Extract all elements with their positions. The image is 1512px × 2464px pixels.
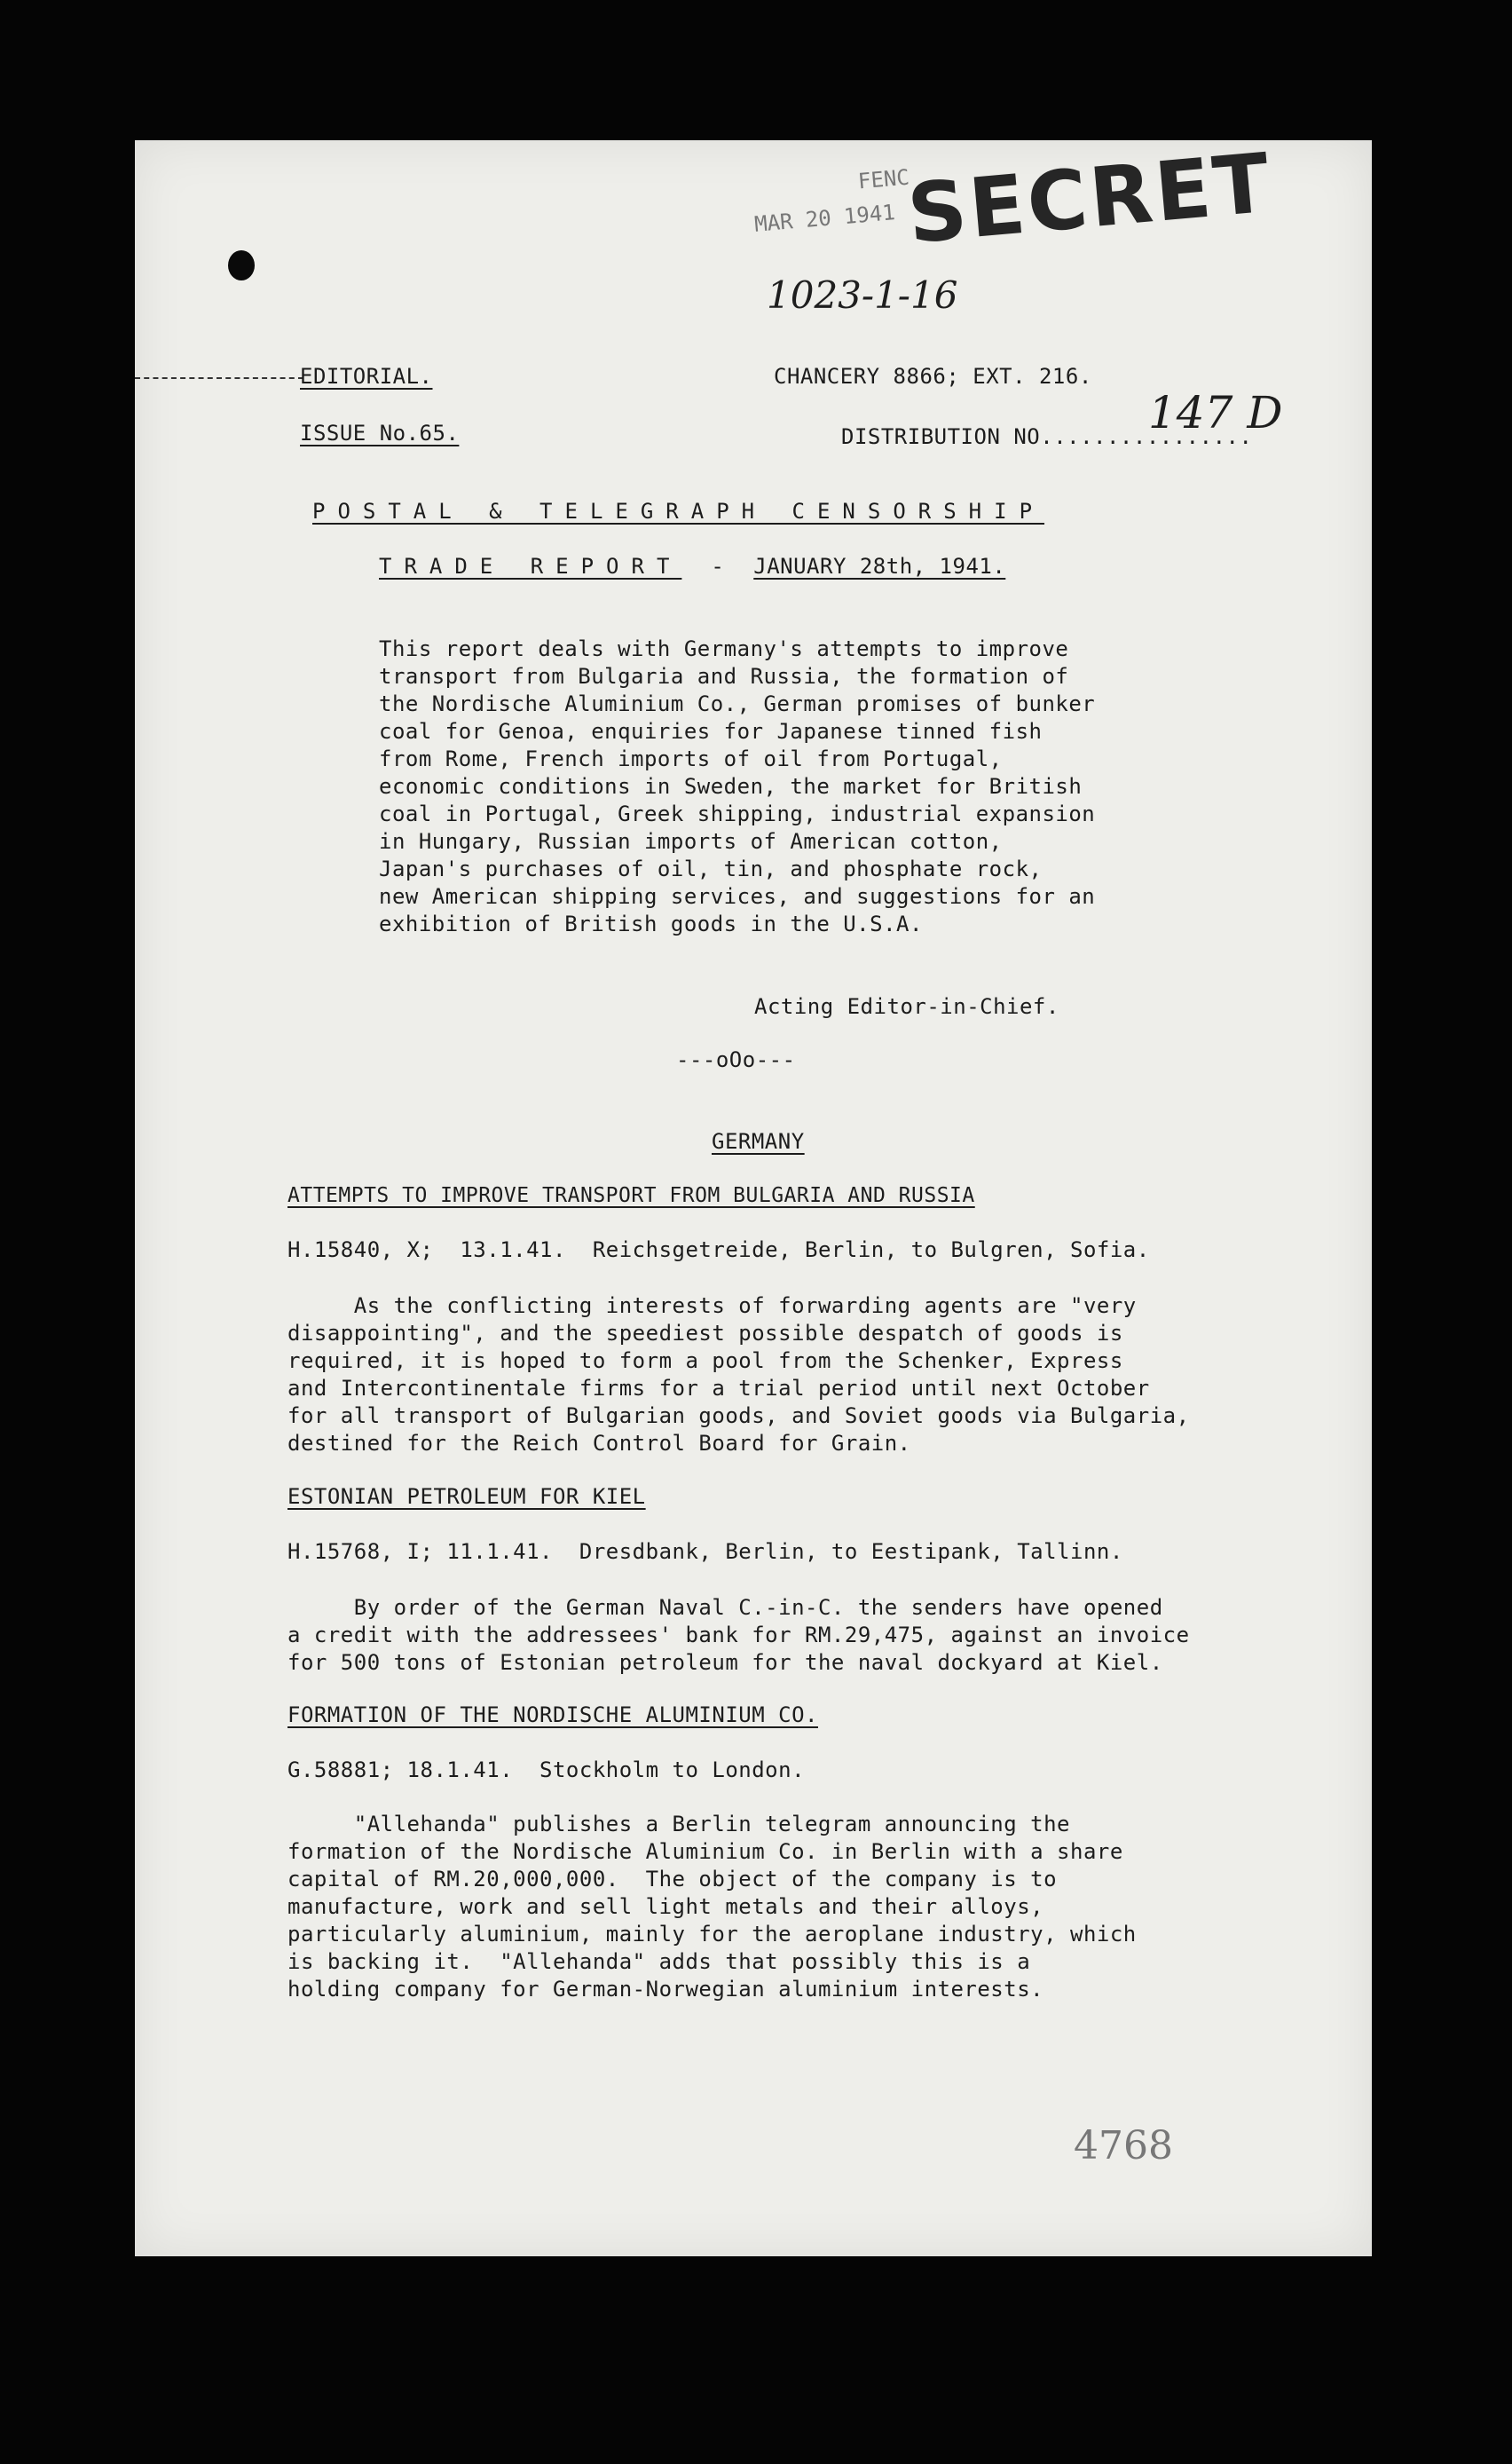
body-line: destined for the Reich Control Board for Grain. xyxy=(287,1431,911,1456)
body-line: for all transport of Bulgarian goods, and Soviet goods via Bulgaria, xyxy=(287,1403,1190,1428)
summary-line: in Hungary, Russian imports of American cotton, xyxy=(379,829,1003,854)
summary-line: coal in Portugal, Greek shipping, industrial expansion xyxy=(379,802,1096,826)
summary-line: coal for Genoa, enquiries for Japanese tinned fish xyxy=(379,719,1043,744)
editorial-label: EDITORIAL. xyxy=(300,364,433,389)
section-heading: ESTONIAN PETROLEUM FOR KIEL xyxy=(287,1484,646,1509)
secret-stamp: SECRET xyxy=(903,135,1276,262)
subtitle-dash: - xyxy=(711,554,725,579)
body-line: disappointing", and the speediest possible despatch of goods is xyxy=(287,1321,1123,1346)
document-page xyxy=(135,135,1372,2256)
body-line: is backing it. "Allehanda" adds that possibly this is a xyxy=(287,1949,1031,1974)
report-subtitle xyxy=(379,554,1005,579)
margin-dash-line xyxy=(135,377,303,379)
section-divider: ---oOo--- xyxy=(676,1047,796,1072)
body-line: capital of RM.20,000,000. The object of the company is to xyxy=(287,1867,1058,1891)
received-date-stamp: MAR 20 1941 xyxy=(753,200,896,237)
section-reference: H.15840, X; 13.1.41. Reichsgetreide, Berlin, to Bulgren, Sofia. xyxy=(287,1237,1150,1262)
body-line: holding company for German-Norwegian aluminium interests. xyxy=(287,1977,1044,2002)
body-line: As the conflicting interests of forwarding agents are "very xyxy=(287,1293,1137,1318)
body-line: for 500 tons of Estonian petroleum for the naval dockyard at Kiel. xyxy=(287,1650,1163,1675)
page-number: 4768 xyxy=(1074,2123,1173,2168)
handwritten-file-number: 1023-1-16 xyxy=(767,273,958,317)
body-line: particularly aluminium, mainly for the aeroplane industry, which xyxy=(287,1922,1137,1947)
body-line: formation of the Nordische Aluminium Co. in Berlin with a share xyxy=(287,1839,1123,1864)
section-heading: FORMATION OF THE NORDISCHE ALUMINIUM CO. xyxy=(287,1702,818,1727)
summary-line: economic conditions in Sweden, the market for British xyxy=(379,774,1083,799)
office-stamp: FENC xyxy=(856,164,910,194)
summary-line: This report deals with Germany's attempts to improve xyxy=(379,636,1069,661)
editor-signature: Acting Editor-in-Chief. xyxy=(754,994,1059,1019)
section-reference: G.58881; 18.1.41. Stockholm to London. xyxy=(287,1757,806,1782)
report-title: POSTAL & TELEGRAPH CENSORSHIP xyxy=(312,499,1045,524)
issue-number: ISSUE No.65. xyxy=(300,421,460,446)
section-body xyxy=(287,1292,1190,1457)
summary-line: the Nordische Aluminium Co., German promises of bunker xyxy=(379,691,1096,716)
section-heading: ATTEMPTS TO IMPROVE TRANSPORT FROM BULGARIA AND RUSSIA xyxy=(287,1184,975,1207)
summary-line: transport from Bulgaria and Russia, the formation of xyxy=(379,664,1069,689)
section-reference: H.15768, I; 11.1.41. Dresdbank, Berlin, to Eestipank, Tallinn. xyxy=(287,1539,1123,1564)
summary-paragraph xyxy=(379,636,1095,938)
body-line: manufacture, work and sell light metals and their alloys, xyxy=(287,1894,1044,1919)
subtitle-date: JANUARY 28th, 1941. xyxy=(753,554,1006,579)
body-line: By order of the German Naval C.-in-C. the senders have opened xyxy=(287,1595,1163,1620)
summary-line: from Rome, French imports of oil from Portugal, xyxy=(379,746,1003,771)
distribution-number: DISTRIBUTION NO................ xyxy=(841,424,1253,449)
section-body xyxy=(287,1811,1137,2003)
body-line: required, it is hoped to form a pool from the Schenker, Express xyxy=(287,1348,1123,1373)
summary-line: Japan's purchases of oil, tin, and phosphate rock, xyxy=(379,857,1043,881)
subtitle-trade-report: TRADE REPORT xyxy=(379,554,682,579)
punch-hole xyxy=(228,250,255,280)
body-line: and Intercontinentale firms for a trial period until next October xyxy=(287,1376,1150,1401)
chancery-extension: CHANCERY 8866; EXT. 216. xyxy=(774,364,1092,389)
summary-line: exhibition of British goods in the U.S.A. xyxy=(379,912,923,936)
summary-line: new American shipping services, and suggestions for an xyxy=(379,884,1096,909)
country-heading: GERMANY xyxy=(712,1129,805,1154)
handwritten-distribution-number: 147 D xyxy=(1148,387,1283,438)
body-line: "Allehanda" publishes a Berlin telegram announcing the xyxy=(287,1812,1071,1836)
body-line: a credit with the addressees' bank for RM.29,475, against an invoice xyxy=(287,1623,1190,1647)
section-body xyxy=(287,1594,1190,1677)
